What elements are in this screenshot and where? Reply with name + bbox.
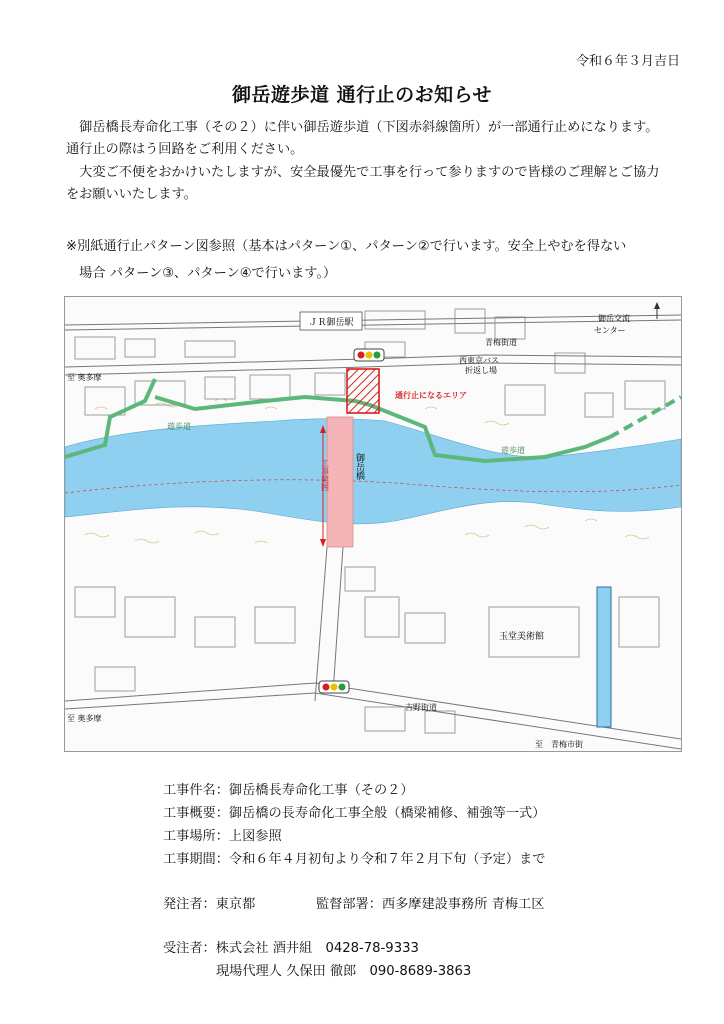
- promenade-label-left: 遊歩道: [167, 422, 191, 431]
- page-title: 御岳遊歩道 通行止のお知らせ: [231, 84, 493, 106]
- closed-area-label: 通行止になるエリア: [395, 391, 467, 400]
- yoshino-kaido-label: 吉野街道: [405, 703, 437, 712]
- community-center-label: 御岳交流: [598, 314, 630, 323]
- to-okutama-north-label: 至 奥多摩: [67, 373, 102, 382]
- intro-line-1: 御岳橋長寿命化工事（その２）に伴い御岳遊歩道（下図赤斜線箇所）が一部通行止めになります。: [66, 120, 659, 135]
- area-map: [64, 296, 682, 752]
- railway: [65, 315, 681, 330]
- buildings-south: [75, 567, 659, 733]
- detail-name: 工事件名：御岳橋長寿命化工事（その２）: [163, 783, 414, 798]
- pattern-note-line-2: 場合 パターン③、パターン④で行います。）: [66, 266, 337, 281]
- detail-overview: 工事概要：御岳橋の長寿命化工事全般（橋梁補修、補強等一式）: [163, 806, 546, 821]
- north-arrow-head-icon: [654, 302, 660, 309]
- station-label: ＪＲ御岳駅: [308, 318, 354, 328]
- detail-period: 工事期間：令和６年４月初旬より令和７年２月下旬（予定）まで: [163, 852, 546, 867]
- intro-paragraph: [66, 117, 686, 161]
- traffic-light-south: [319, 681, 349, 693]
- bus-stop-label-2: 折返し場: [465, 366, 497, 375]
- closed-area-hatch: [347, 369, 379, 413]
- apology-paragraph: [66, 162, 686, 206]
- detail-supervisor: 監督部署：西多摩建設事務所 青梅工区: [316, 897, 545, 912]
- map-svg: [65, 297, 681, 751]
- community-center-label-2: センター: [594, 326, 626, 335]
- detail-location: 工事場所：上図参照: [163, 829, 282, 844]
- promenade-label-right: 遊歩道: [501, 446, 525, 455]
- river: [65, 419, 681, 524]
- bus-stop-label-1: 西東京バス: [459, 356, 499, 365]
- ome-kaido-label: 青梅街道: [485, 338, 517, 347]
- apology-line-2: をお願いいたします。: [66, 187, 197, 202]
- detail-agent: 現場代理人 久保田 徹郎 090-8689-3863: [216, 964, 472, 979]
- pattern-note: [66, 233, 686, 287]
- traffic-light-north: [354, 349, 384, 361]
- construction-range-label: 工事範囲: [320, 459, 330, 491]
- roads: [65, 355, 681, 749]
- notice-date: 令和６年３月吉日: [575, 54, 680, 69]
- to-okutama-south-label: 至 奥多摩: [67, 714, 102, 723]
- apology-line-1: 大変ご不便をおかけいたしますが、安全最優先で工事を行って参りますので皆様のご理解とご協力: [66, 165, 660, 180]
- bridge: [327, 417, 353, 547]
- museum-label: 玉堂美術館: [499, 632, 545, 642]
- bridge-label: 御岳橋: [354, 453, 364, 480]
- intro-line-2: 通行止の際はう回路をご利用ください。: [66, 142, 304, 157]
- stream: [597, 587, 611, 727]
- detail-orderer: 発注者：東京都: [163, 897, 256, 912]
- to-ome-label: 至 青梅市街: [535, 740, 583, 749]
- pattern-note-line-1: ※別紙通行止パターン図参照（基本はパターン①、パターン②で行います。安全上やむを得ない: [66, 239, 627, 254]
- detail-contractor: 受注者：株式会社 酒井組 0428-78-9333: [163, 941, 419, 956]
